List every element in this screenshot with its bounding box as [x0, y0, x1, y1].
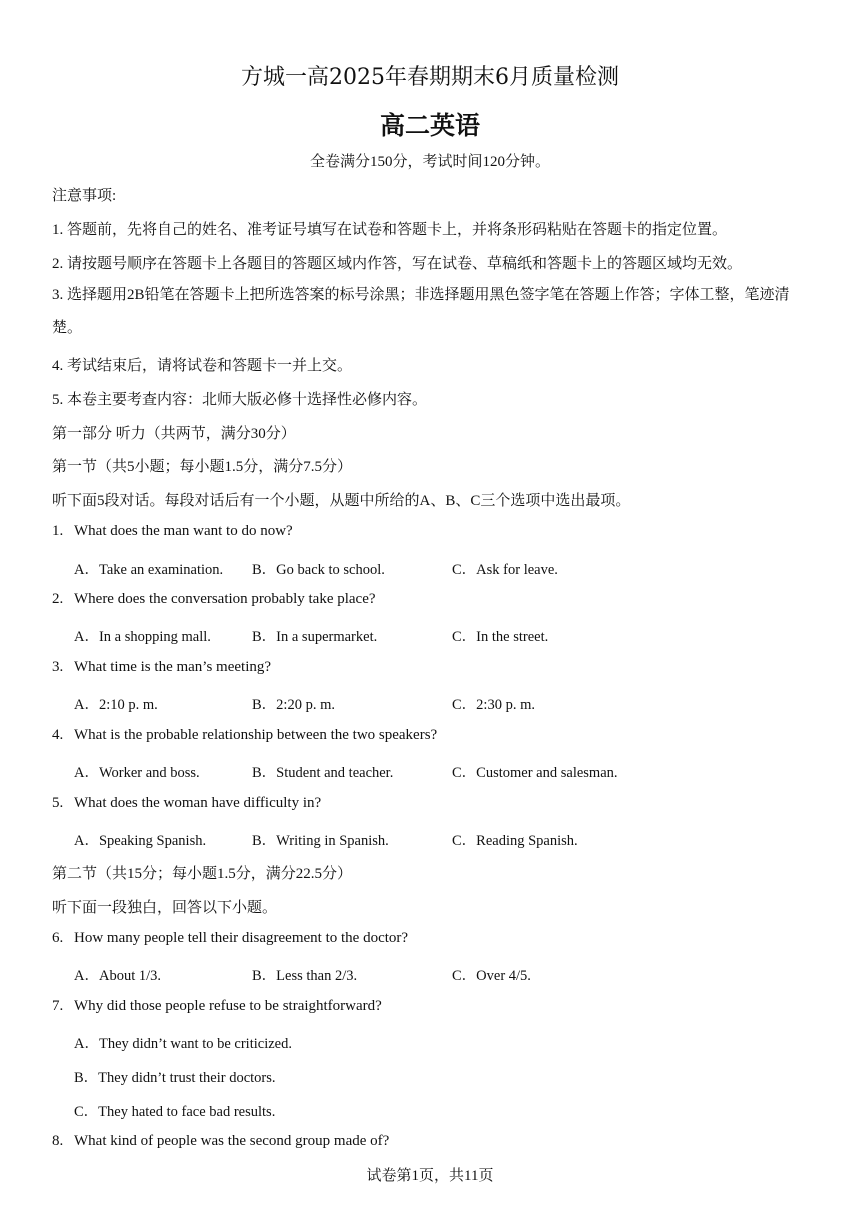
- question-4: 4. What is the probable relationship between the two speakers?: [52, 727, 438, 743]
- note-item: 5. 本卷主要考查内容：北师大版必修十选择性必修内容。: [52, 392, 428, 408]
- part1-title: 第一部分 听力（共两节，满分30分）: [52, 426, 296, 442]
- school-title: 方城一高2025年春期期末6月质量检测: [241, 65, 619, 90]
- question-5: 5. What does the woman have difficulty in?: [52, 795, 322, 811]
- option-c[interactable]: C．Ask for leave.: [452, 562, 558, 578]
- option-b[interactable]: B．2:20 p. m.: [252, 697, 335, 713]
- option-b[interactable]: B．They didn’t trust their doctors.: [74, 1070, 276, 1086]
- option-a[interactable]: A．They didn’t want to be criticized.: [74, 1036, 292, 1052]
- subject-title: 高二英语: [379, 111, 480, 140]
- question-6: 6. How many people tell their disagreement to the doctor?: [52, 930, 409, 946]
- option-a[interactable]: A．Speaking Spanish.: [74, 833, 207, 849]
- option-b[interactable]: B．Go back to school.: [252, 562, 385, 578]
- option-c[interactable]: C．2:30 p. m.: [452, 697, 535, 713]
- note-item: 4. 考试结束后，请将试卷和答题卡一并上交。: [52, 358, 353, 374]
- option-a[interactable]: A．About 1/3.: [74, 968, 161, 984]
- option-b[interactable]: B．In a supermarket.: [252, 629, 378, 645]
- option-a[interactable]: A．In a shopping mall.: [74, 629, 211, 645]
- option-b[interactable]: B．Student and teacher.: [252, 765, 394, 781]
- question-1: 1. What does the man want to do now?: [52, 523, 293, 539]
- option-a[interactable]: A．Take an examination.: [74, 562, 224, 578]
- note-item: 3. 选择题用2B铅笔在答题卡上把所选答案的标号涂黑；非选择题用黑色签字笔在答题上作答；字体工整，笔迹清楚。: [52, 287, 790, 336]
- notes-heading: 注意事项:: [52, 188, 117, 204]
- section1-title: 第一节（共5小题；每小题1.5分，满分7.5分）: [52, 459, 353, 475]
- page-footer: 试卷第1页，共11页: [366, 1168, 494, 1184]
- section1-instruction: 听下面5段对话。每段对话后有一个小题，从题中所给的A、B、C三个选项中选出最项。: [52, 493, 631, 509]
- question-2: 2. Where does the conversation probably take place?: [52, 591, 376, 607]
- question-8: 8. What kind of people was the second group made of?: [52, 1133, 390, 1149]
- option-c[interactable]: C．They hated to face bad results.: [74, 1104, 276, 1120]
- note-item: 1. 答题前，先将自己的姓名、准考证号填写在试卷和答题卡上，并将条形码粘贴在答题卡的指定位置。: [52, 222, 728, 238]
- section2-title: 第二节（共15分；每小题1.5分，满分22.5分）: [52, 866, 353, 882]
- section2-instruction: 听下面一段独白，回答以下小题。: [52, 900, 278, 916]
- option-a[interactable]: A．2:10 p. m.: [74, 697, 158, 713]
- option-b[interactable]: B．Less than 2/3.: [252, 968, 358, 984]
- option-c[interactable]: C．Over 4/5.: [452, 968, 531, 984]
- option-c[interactable]: C．In the street.: [452, 629, 549, 645]
- option-b[interactable]: B．Writing in Spanish.: [252, 833, 389, 849]
- exam-info: 全卷满分150分，考试时间120分钟。: [309, 154, 550, 170]
- option-c[interactable]: C．Reading Spanish.: [452, 833, 578, 849]
- note-item: 2. 请按题号顺序在答题卡上各题目的答题区域内作答，写在试卷、草稿纸和答题卡上的答题区域均无效。: [52, 256, 743, 272]
- question-7: 7. Why did those people refuse to be straightforward?: [52, 998, 382, 1014]
- option-c[interactable]: C．Customer and salesman.: [452, 765, 618, 781]
- question-3: 3. What time is the man’s meeting?: [52, 659, 272, 675]
- option-a[interactable]: A．Worker and boss.: [74, 765, 200, 781]
